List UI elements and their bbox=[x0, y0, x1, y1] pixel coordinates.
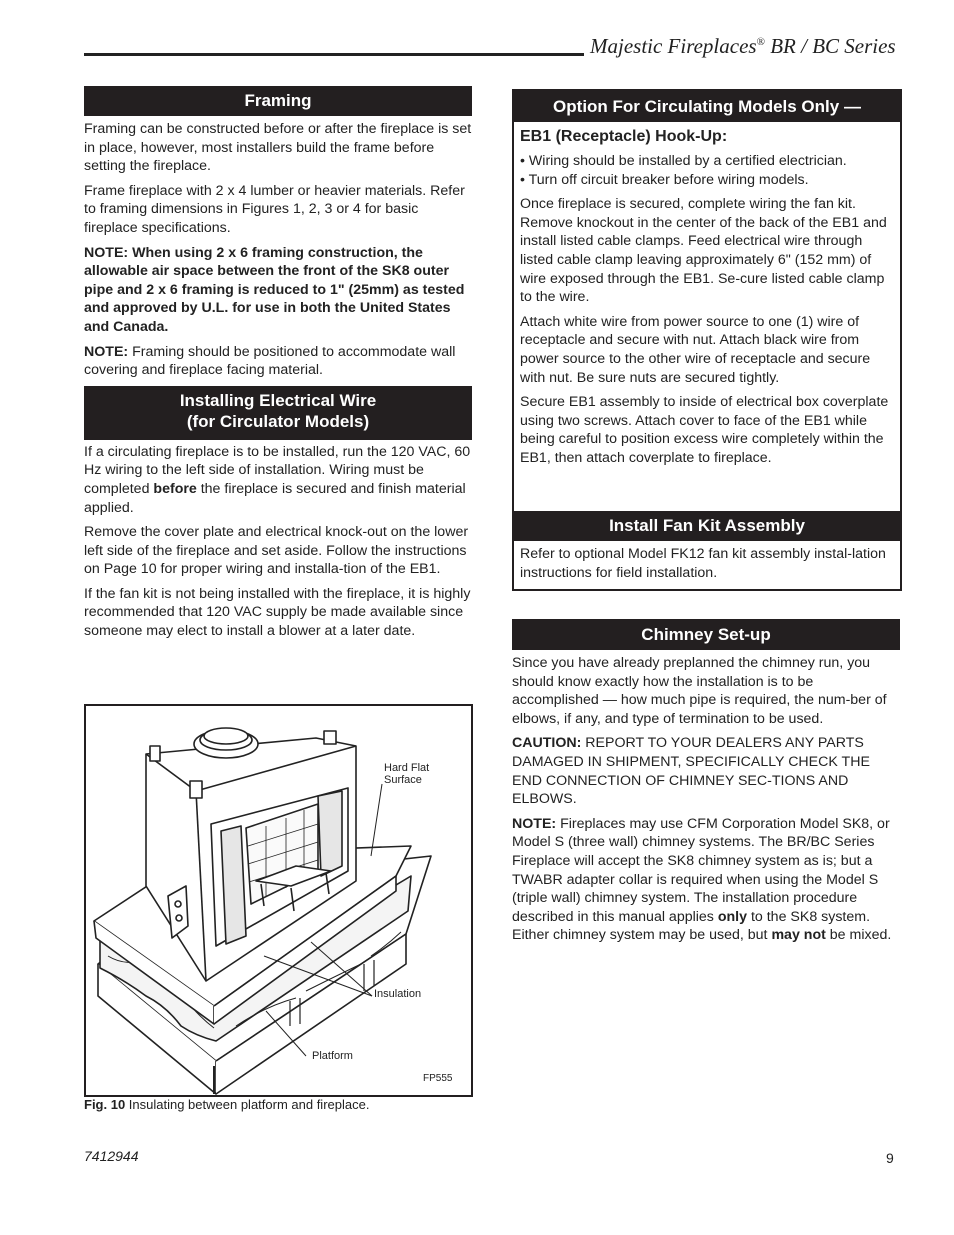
bullet-item: • Wiring should be installed by a certified electrician. bbox=[520, 153, 847, 169]
page-number: 9 bbox=[886, 1150, 894, 1166]
framing-paragraph-2: Frame fireplace with 2 x 4 lumber or heavier materials. Refer to framing dimensions in Figures 1, 2, 3 or 4 for basic fireplace specifications. bbox=[84, 182, 465, 236]
fan-kit-paragraph: Refer to optional Model FK12 fan kit assembly instal-lation instructions for field installation. bbox=[520, 546, 886, 581]
circulating-options-box bbox=[512, 89, 902, 591]
fan-kit-heading: Install Fan Kit Assembly bbox=[514, 511, 900, 541]
framing-heading: Framing bbox=[84, 86, 472, 116]
electrical-heading: Installing Electrical Wire (for Circulator Models) bbox=[84, 386, 472, 440]
eb1-subheading: EB1 (Receptacle) Hook-Up: bbox=[520, 128, 728, 145]
chimney-heading: Chimney Set-up bbox=[512, 619, 900, 650]
label-hard-flat-surface: Hard Flat Surface bbox=[384, 762, 430, 786]
header-rule bbox=[84, 53, 584, 56]
label-insulation: Insulation bbox=[374, 988, 422, 1000]
page-header-title: Majestic Fireplaces® BR / BC Series bbox=[590, 34, 896, 58]
eb1-paragraph-2: Attach white wire from power source to one (1) wire of receptacle and secure with nut. Attach black wire from power source to the other wire of receptacle and secure with nut. Be sure nuts are secured tightly. bbox=[520, 313, 871, 386]
eb1-paragraph-1: Once fireplace is secured, complete wiring the fan kit. Remove knockout in the center of the back of the EB1 and install listed cable clamps. Feed electrical wire through listed cable clamp leaving approximately 6" (152 mm) of wire exposed through the EB1. Se-cure listed cable clamp to the wire. bbox=[520, 196, 887, 306]
electrical-paragraph-1: If a circulating fireplace is to be installed, run the 120 VAC, 60 Hz wiring to the left side of installation. Wiring must be completed before the fireplace is secured and finish material applied. bbox=[84, 443, 471, 516]
document-number: 7412944 bbox=[84, 1148, 139, 1164]
chimney-note: NOTE: Fireplaces may use CFM Corporation Model SK8, or Model S (three wall) chimney systems. The BR/BC Series Fireplace will accept the SK8 chimney system as is; but a TWABR adapter collar is required when using the Model S (triple wall) chimney system. The installation procedure described in this manual applies only to the SK8 system. Either chimney system may be used, but may not be mixed. bbox=[512, 815, 892, 944]
label-platform: Platform bbox=[312, 1050, 353, 1062]
figure-caption: Fig. 10 Insulating between platform and fireplace. bbox=[84, 1097, 370, 1112]
electrical-paragraph-2: Remove the cover plate and electrical knock-out on the lower left side of the fireplace and set aside. Follow the instructions on Page 10 for proper wiring and installa-tion of the EB1. bbox=[84, 524, 469, 578]
framing-note-bold: NOTE: When using 2 x 6 framing construction, the allowable air space between the front of the SK8 outer pipe and 2 x 6 framing is reduced to 1" (25mm) as tested and approved by U.L. for use in both the United States and Canada. bbox=[84, 244, 465, 335]
figure-10-frame bbox=[84, 704, 473, 1097]
eb1-paragraph-3: Secure EB1 assembly to inside of electrical box coverplate using two screws. Attach cover to face of the EB1 while being careful to position excess wire completely within the EB1, then attach coverplate to fireplace. bbox=[520, 394, 889, 466]
wiring-bullet-list bbox=[520, 152, 894, 189]
chimney-caution: CAUTION: REPORT TO YOUR DEALERS ANY PARTS DAMAGED IN SHIPMENT, SPECIFICALLY CHECK THE END CONNECTION OF CHIMNEY SEC-TIONS AND ELBOWS. bbox=[512, 735, 870, 808]
framing-paragraph-1: Framing can be constructed before or after the fireplace is set in place, however, most installers build the frame before setting the fireplace. bbox=[84, 121, 472, 175]
left-column bbox=[84, 86, 472, 647]
bullet-item: • Turn off circuit breaker before wiring models. bbox=[520, 171, 809, 188]
label-figure-code: FP555 bbox=[423, 1073, 453, 1084]
chimney-paragraph-1: Since you have already preplanned the chimney run, you should know exactly how the installation is to be accomplished — how much pipe is required, the num-ber of elbows, if any, and type of termination to be used. bbox=[512, 655, 887, 727]
chimney-section bbox=[512, 619, 900, 951]
circulating-heading: Option For Circulating Models Only — bbox=[514, 91, 900, 122]
electrical-paragraph-3: If the fan kit is not being installed with the fireplace, it is highly recommended that 120 VAC supply be made available since someone may elect to install a blower at a later date. bbox=[84, 585, 471, 640]
framing-note-2: NOTE: Framing should be positioned to accommodate wall covering and fireplace facing material. bbox=[84, 343, 456, 379]
